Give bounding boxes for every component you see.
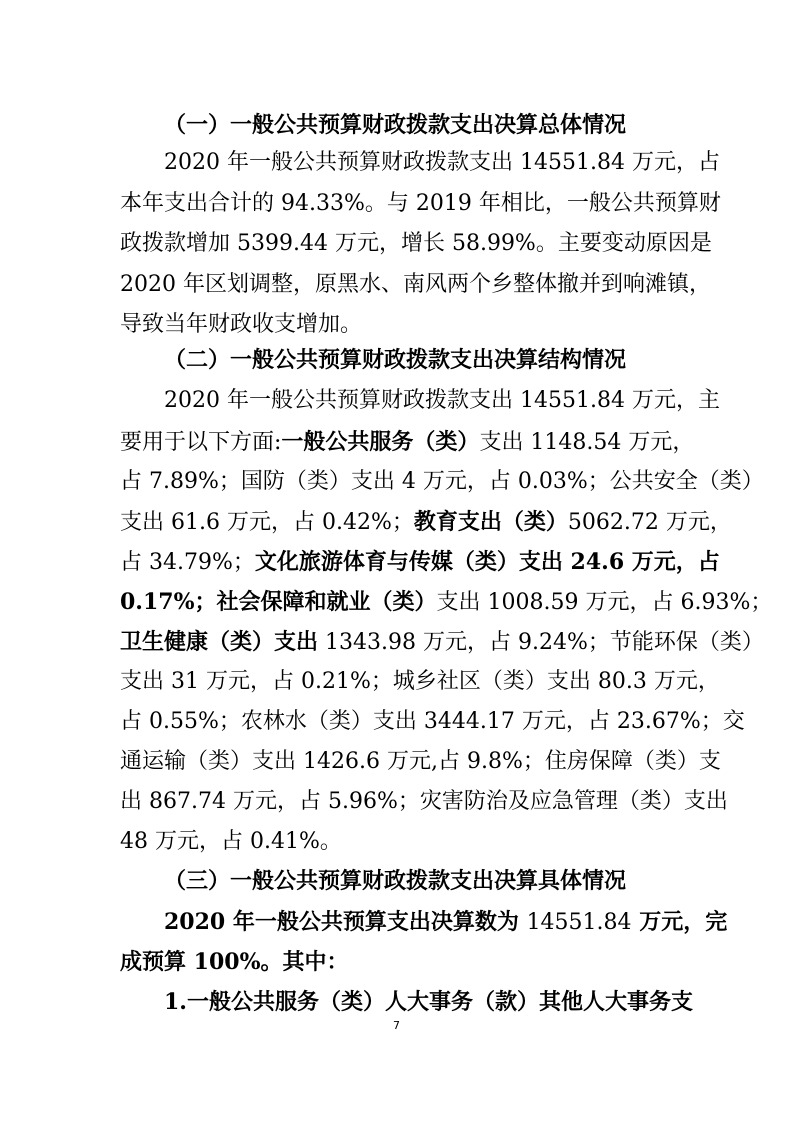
paragraph-line: [120, 507, 732, 538]
section-heading-3: （三）一般公共预算财政拨款支出决算具体情况: [164, 868, 627, 894]
text-run: 5062.72 万元，: [567, 510, 732, 535]
page-number: 7: [393, 1019, 400, 1032]
text-run-bold: 卫生健康（类）支出: [120, 629, 319, 655]
section-heading-2: （二）一般公共预算财政拨款支出决算结构情况: [164, 347, 627, 373]
paragraph-line: 占 0.55%；农林水（类）支出 3444.17 万元，占 23.67%；交: [120, 709, 745, 734]
paragraph-line: 本年支出合计的 94.33%。与 2019 年相比，一般公共预算财: [120, 191, 721, 216]
paragraph-line: [120, 547, 720, 578]
text-run-bold: 教育支出（类）: [413, 509, 568, 535]
paragraph-line: [120, 627, 764, 658]
text-run: 14551.84: [526, 910, 632, 935]
paragraph-line: 2020 年一般公共预算财政拨款支出 14551.84 万元，主: [164, 388, 720, 413]
paragraph-line: [120, 427, 695, 458]
text-run-bold: 文化旅游体育与传媒（类）支出 24.6 万元，占: [254, 549, 720, 575]
text-run-bold: 2020 年一般公共预算支出决算数为: [164, 909, 527, 935]
paragraph-line: 1.一般公共服务（类）人大事务（款）其他人大事务支: [164, 989, 693, 1015]
section-heading-1: （一）一般公共预算财政拨款支出决算总体情况: [164, 112, 627, 138]
text-run-bold: 一般公共服务（类）: [281, 429, 480, 455]
paragraph-line: [120, 587, 773, 618]
text-run: 支出 1008.59 万元，占 6.93%；: [436, 590, 773, 615]
paragraph-line: 成预算 100%。其中：: [120, 949, 349, 975]
text-run: 1343.98 万元，占 9.24%；节能环保（类）: [318, 630, 764, 655]
paragraph-line: 占 7.89%；国防（类）支出 4 万元，占 0.03%；公共安全（类）: [120, 469, 764, 494]
paragraph-line: 导致当年财政收支增加。: [120, 312, 363, 337]
text-run-bold: 0.17%；社会保障和就业（类）: [120, 589, 437, 615]
text-run: 要用于以下方面:: [120, 430, 282, 455]
paragraph-line: 2020 年一般公共预算财政拨款支出 14551.84 万元，占: [164, 150, 720, 175]
paragraph-line: 出 867.74 万元，占 5.96%；灾害防治及应急管理（类）支出: [120, 789, 728, 814]
paragraph-line: 支出 31 万元，占 0.21%；城乡社区（类）支出 80.3 万元，: [120, 669, 720, 694]
text-run: 支出 61.6 万元，占 0.42%；: [120, 510, 414, 535]
text-run: 支出 1148.54 万元，: [479, 430, 695, 455]
paragraph-line: 通运输（类）支出 1426.6 万元,占 9.8%；住房保障（类）支: [120, 749, 721, 774]
text-run-bold: 万元，完: [631, 909, 728, 935]
paragraph-line: [164, 907, 728, 938]
text-run: 占 34.79%；: [120, 550, 255, 575]
paragraph-line: 48 万元，占 0.41%。: [120, 829, 342, 854]
paragraph-line: 政拨款增加 5399.44 万元，增长 58.99%。主要变动原因是: [120, 231, 712, 256]
paragraph-line: 2020 年区划调整，原黑水、南风两个乡整体撤并到响滩镇，: [120, 272, 711, 297]
